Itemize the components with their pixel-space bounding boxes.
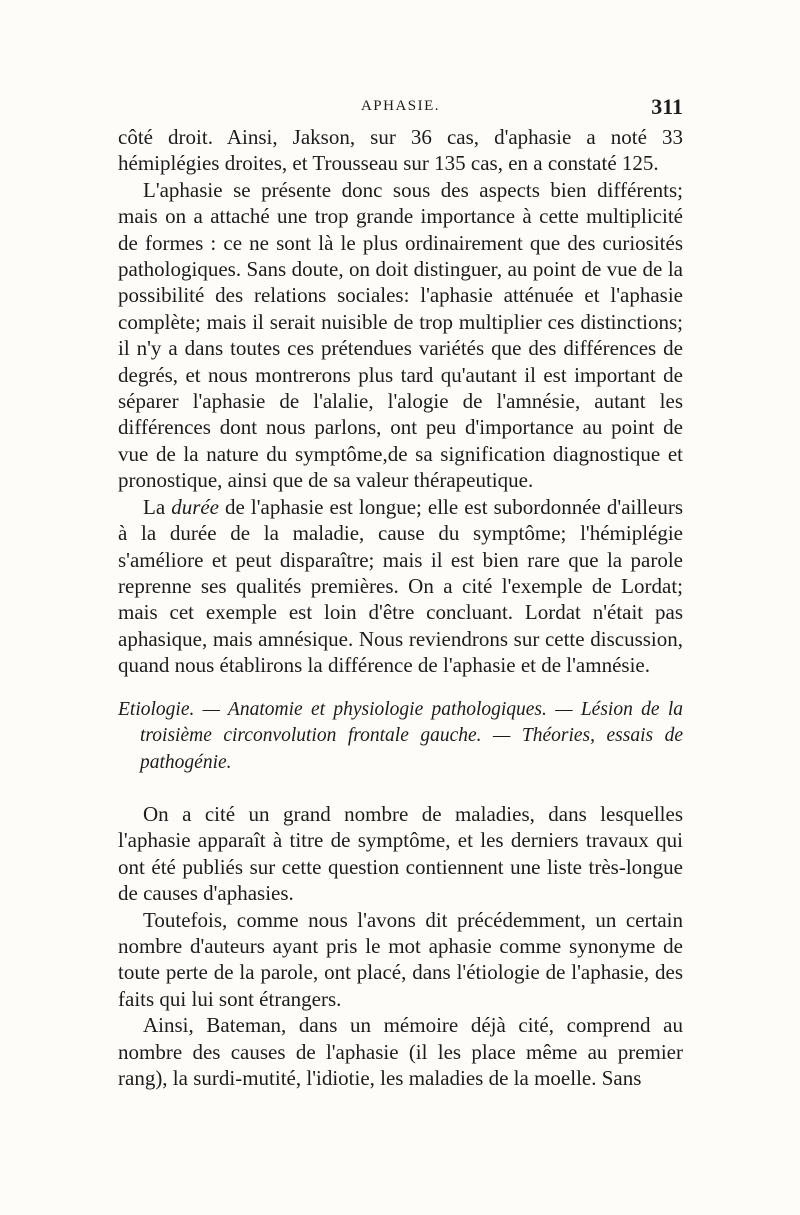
running-title: APHASIE. bbox=[360, 98, 441, 114]
paragraph-lead: La bbox=[143, 494, 172, 519]
paragraph-causes: On a cité un grand nombre de maladies, dans lesquelles l'aphasie apparaît à titre de symptôme, et les derniers travaux qui ont été publiés sur cette question contiennent une liste très-longue de causes d'aphasies. bbox=[118, 802, 683, 906]
paragraph-bateman: Ainsi, Bateman, dans un mémoire déjà cité, comprend au nombre des causes de l'aphasie (il les place même au premier rang), la surdi-mutité, l'idiotie, les maladies de la moelle. Sans bbox=[118, 1013, 683, 1091]
paragraph-duration-text: de l'aphasie est longue; elle est subordonnée d'ailleurs à la durée de la maladie, cause du symptôme; l'hémiplégie s'améliore et peut disparaître; mais il est bien rare que la parole reprenne ses qualités premières. On a cité l'exemple de Lordat; mais cet exemple est loin d'être concluant. Lordat n'était pas aphasique, mais amnésique. Nous reviendrons sur cette discussion, quand nous établirons la différence de l'aphasie et de l'amnésie. bbox=[118, 494, 684, 678]
paragraph-toutefois: Toutefois, comme nous l'avons dit précédemment, un certain nombre d'auteurs ayant pris le mot aphasie comme synonyme de toute perte de la parole, ont placé, dans l'étiologie de l'aphasie, des faits qui lui sont étrangers. bbox=[118, 907, 683, 1011]
running-head bbox=[118, 94, 683, 124]
paragraph-continuation: côté droit. Ainsi, Jakson, sur 36 cas, d'aphasie a noté 33 hémiplégies droites, et Trousseau sur 135 cas, en a constaté 125. bbox=[118, 125, 683, 176]
paragraph-aphasia-aspects: L'aphasie se présente donc sous des aspects bien différents; mais on a attaché une trop grande importance à cette multiplicité de formes : ce ne sont là le plus ordinairement que des curiosités pathologiques. Sans doute, on doit distinguer, au point de vue de la possibilité des relations sociales: l'aphasie atténuée et l'aphasie complète; mais il serait nuisible de trop multiplier ces distinctions; il n'y a dans toutes ces prétendues variétés que des différences de degrés, et nous montrerons plus tard qu'autant il est important de séparer l'aphasie de l'alalie, l'alogie de l'amnésie, autant les différences dont nous parlons, ont peu d'importance au point de vue de la nature du symptôme,de sa signification diagnostique et pronostique, ainsi que de sa valeur thérapeutique. bbox=[118, 177, 683, 493]
section-heading: Etiologie. — Anatomie et physiologie pathologiques. — Lésion de la troisième circonvolution frontale gauche. — Théories, essais de pathogénie. bbox=[118, 698, 683, 773]
page-number: 311 bbox=[651, 94, 683, 119]
emphasis-duree: durée bbox=[171, 494, 220, 519]
body-text bbox=[118, 124, 683, 1092]
paragraph-duration bbox=[118, 494, 683, 679]
